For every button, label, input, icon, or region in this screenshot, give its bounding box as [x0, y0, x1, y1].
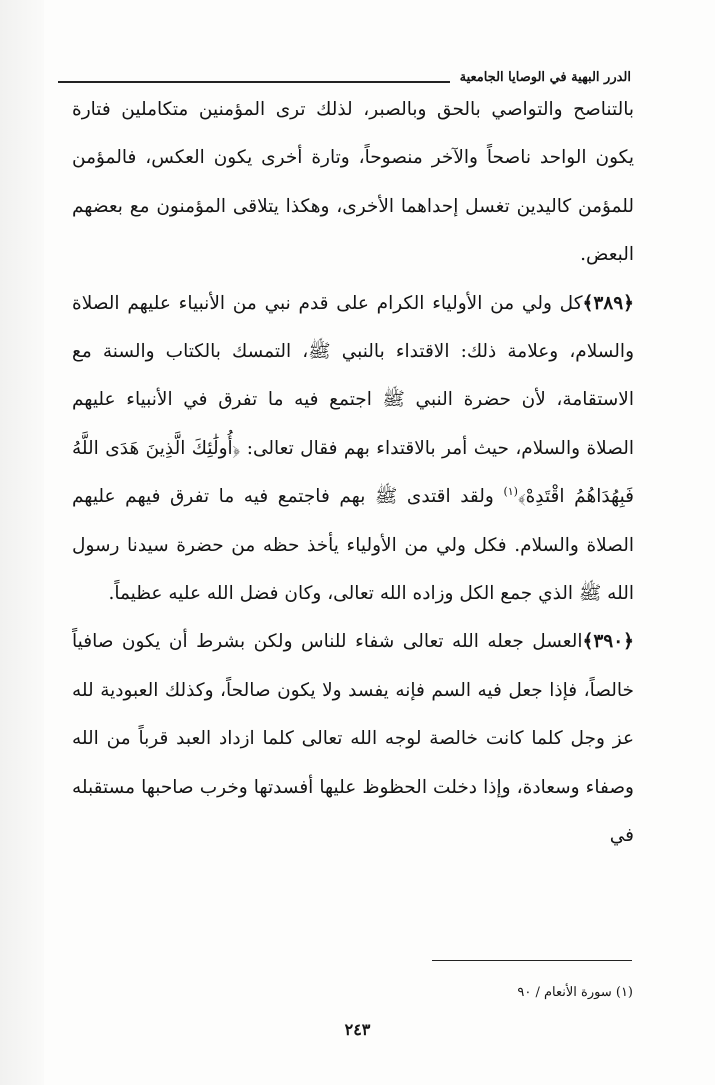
- paragraph-1: بالتناصح والتواصي بالحق وبالصبر، لذلك ترى المؤمنين متكاملين فتارة يكون الواحد ناصحاً والآخر منصوحاً، وتارة أخرى يكون العكس، فالمؤمن للمؤمن كاليدين تغسل إحداهما الأخرى، وهكذا يتلاقى المؤمنون مع بعضهم البعض.: [72, 99, 634, 266]
- header-rule: [58, 81, 450, 83]
- running-header: [58, 62, 631, 86]
- paragraph-389: [72, 280, 634, 619]
- footnote: (١) سورة الأنعام / ٩٠: [517, 985, 633, 1000]
- page-number: ٢٤٣: [344, 1020, 371, 1039]
- body-text: [72, 86, 634, 861]
- paragraph-390: [72, 618, 634, 860]
- scan-edge-shadow: [0, 0, 44, 1085]
- running-header-title: الدرر البهية في الوصايا الجامعية: [459, 70, 631, 85]
- footnote-marker: (١): [503, 485, 518, 499]
- footnote-rule: [432, 960, 632, 961]
- paragraph-text: كل ولي من الأولياء الكرام على قدم نبي من الأنبياء عليهم الصلاة والسلام، وعلامة ذلك: الاقتداء بالنبي ﷺ، التمسك بالكتاب والسنة مع الاستقامة، لأن حضرة النبي ﷺ اجتمع فيه ما تفرق في الأنبياء عليهم الصلاة والسلام، حيث أمر بالاقتداء بهم فقال تعالى:: [72, 292, 634, 459]
- paragraph-text-continued: ولقد اقتدى ﷺ بهم فاجتمع فيه ما تفرق فيهم عليهم الصلاة والسلام. فكل ولي من الأولياء يأخذ حظه من حضرة سيدنا رسول الله ﷺ الذي جمع الكل وزاده الله تعالى، وكان فضل الله عليه عظيماً.: [72, 486, 634, 605]
- quran-quote: ﴿أُولَٰئِكَ الَّذِينَ هَدَى اللَّهُ فَبِهُدَاهُمُ اقْتَدِهْ﴾: [72, 437, 635, 508]
- paragraph-number: ﴿٣٨٩﴾: [582, 292, 634, 314]
- paragraph-text: العسل جعله الله تعالى شفاء للناس ولكن بشرط أن يكون صافياً خالصاً، فإذا جعل فيه السم فإنه يفسد ولا يكون صالحاً، وكذلك العبودية لله عز وجل كلما كانت خالصة لوجه الله تعالى كلما ازداد العبد قرباً من الله وصفاء وسعادة، وإذا دخلت الحظوظ عليها أفسدتها وخرب صاحبها مستقبله في: [72, 631, 635, 847]
- paragraph-number: ﴿٣٩٠﴾: [582, 631, 634, 653]
